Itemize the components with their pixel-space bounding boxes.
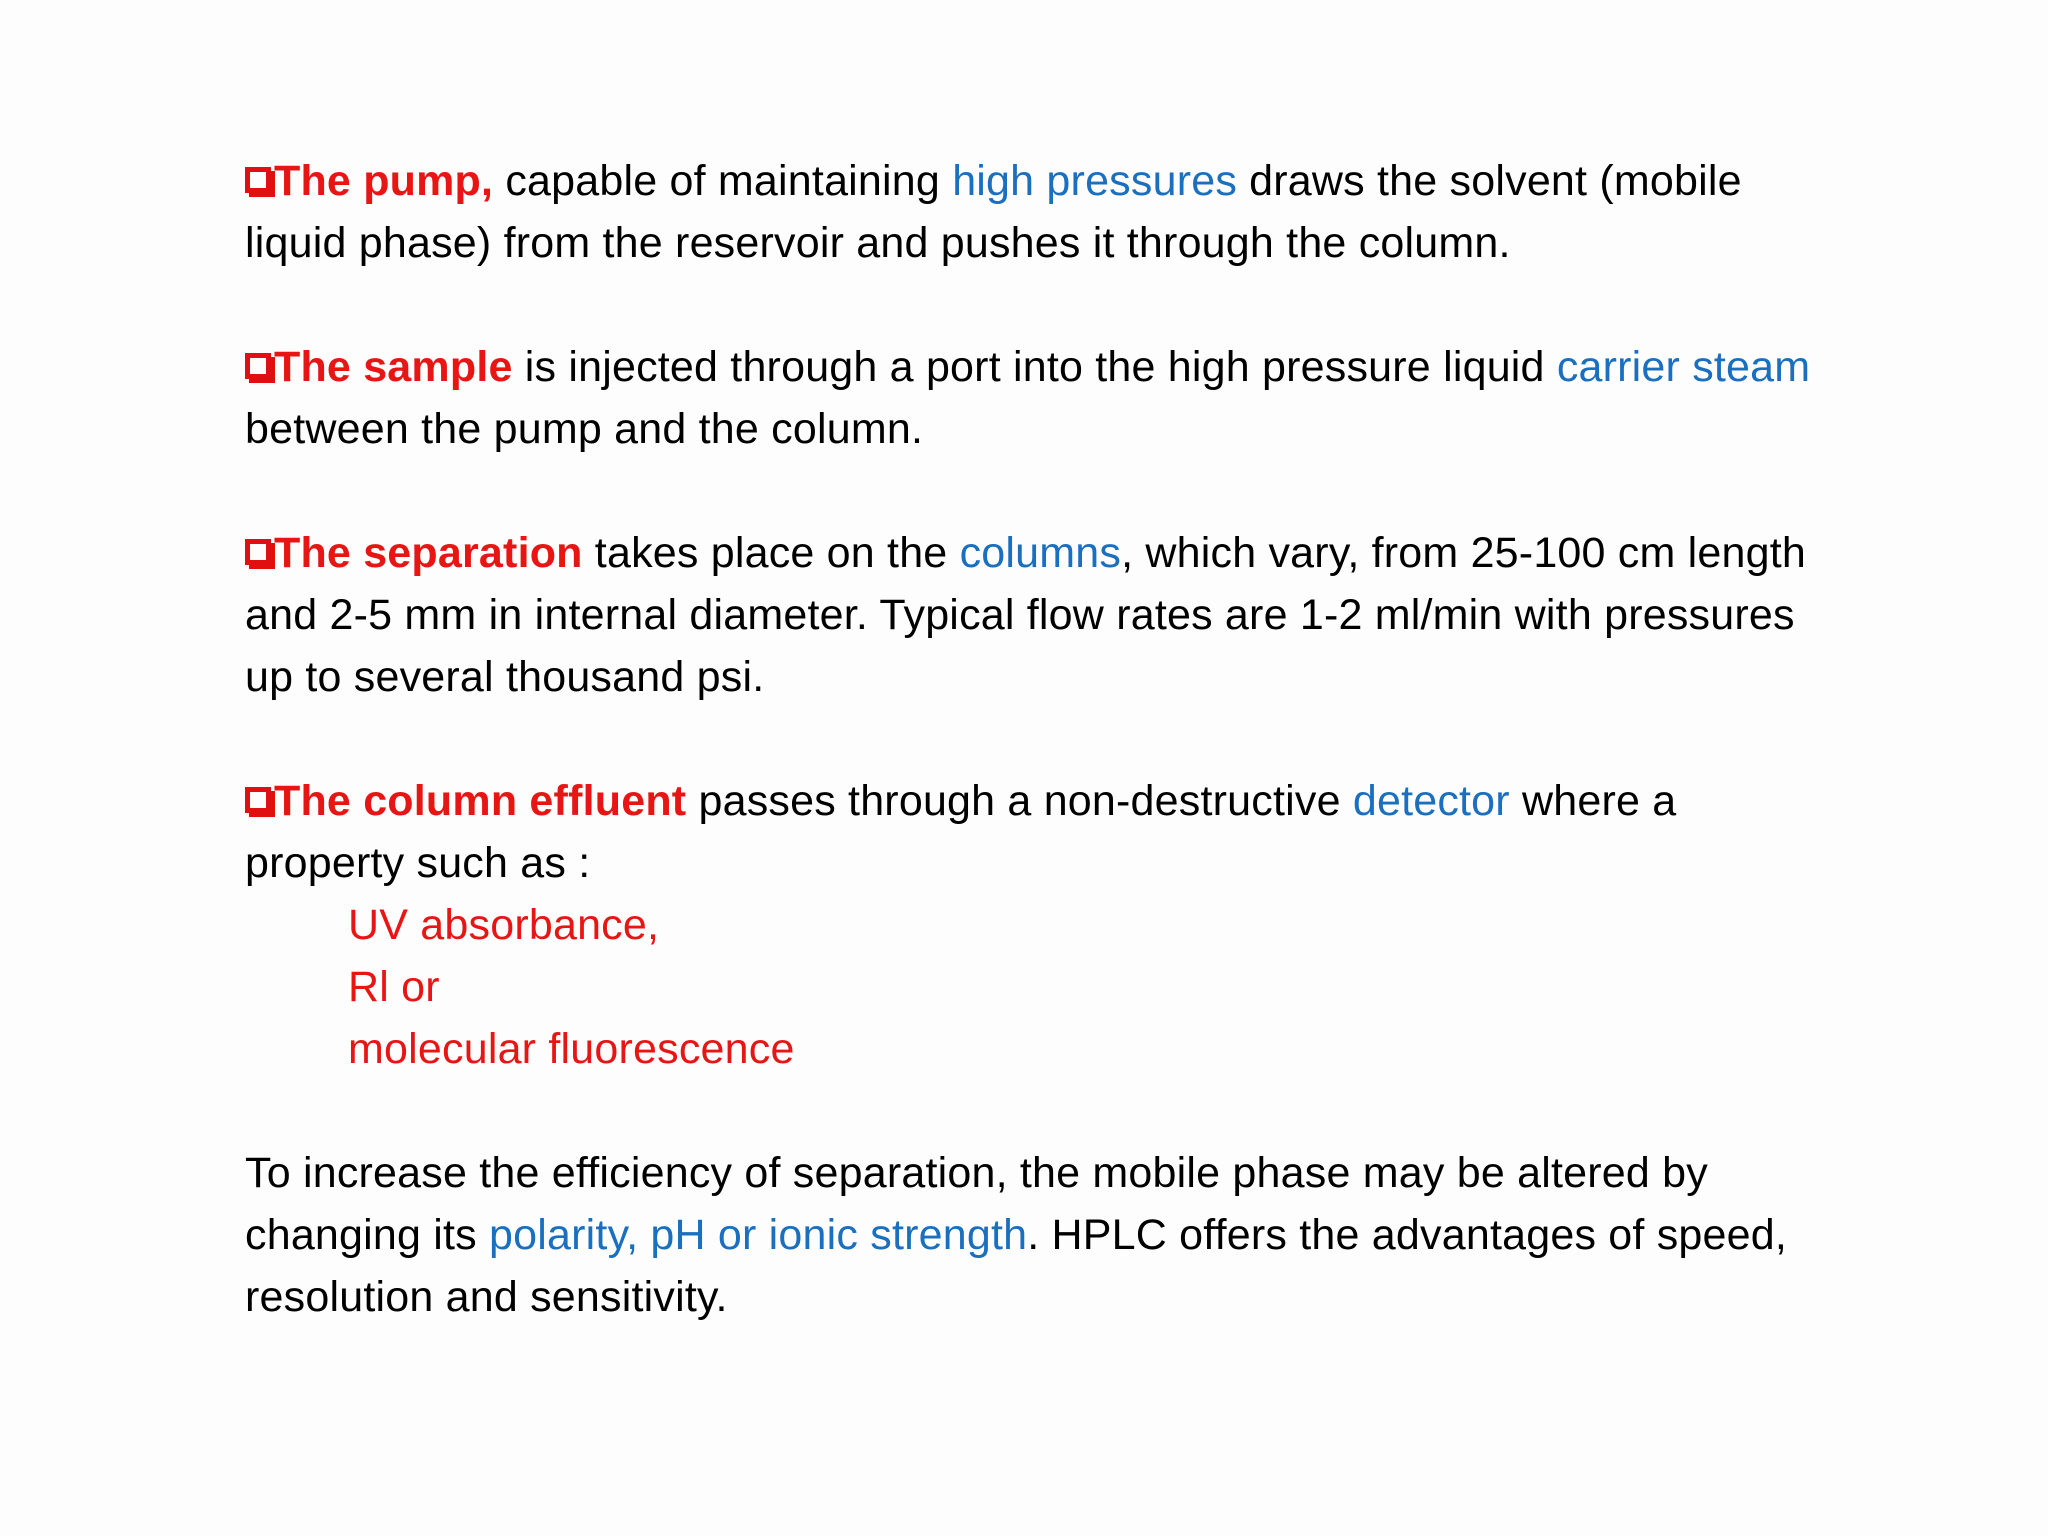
text-segment: capable of maintaining: [493, 157, 953, 205]
text-segment: where a property such as :: [245, 777, 1677, 887]
highlight-detector: detector: [1352, 777, 1510, 825]
text-segment: passes through a non-destructive: [686, 777, 1353, 825]
paragraph-effluent: [245, 770, 1845, 1080]
detector-property-list: [245, 894, 1845, 1080]
lead-pump: The pump,: [274, 157, 494, 205]
property-item-rl: Rl or: [348, 963, 440, 1011]
text-segment: takes place on the: [582, 529, 960, 577]
lead-column-effluent: The column effluent: [274, 777, 687, 825]
checkbox-bullet-icon: [245, 167, 271, 193]
paragraph-efficiency: [245, 1142, 1845, 1328]
slide-content: [245, 150, 1845, 1390]
checkbox-bullet-icon: [245, 787, 271, 813]
paragraph-sample: [245, 336, 1845, 460]
checkbox-bullet-icon: [245, 353, 271, 379]
property-item-uv: UV absorbance,: [348, 901, 660, 949]
paragraph-separation: [245, 522, 1845, 708]
property-item-fluorescence: molecular fluorescence: [348, 1025, 795, 1073]
highlight-high-pressures: high pressures: [952, 157, 1238, 205]
paragraph-pump: [245, 150, 1845, 274]
lead-separation: The separation: [274, 529, 583, 577]
text-segment: , which vary, from 25-100 cm length and 2-5 mm in internal diameter. Typical flow rates are 1-2 ml/min with pressures up to several thousand psi.: [245, 529, 1807, 701]
highlight-polarity-ph-ionic: polarity, pH or ionic strength: [489, 1211, 1028, 1259]
lead-sample: The sample: [274, 343, 513, 391]
highlight-columns: columns: [959, 529, 1122, 577]
effluent-text: [245, 770, 1845, 894]
text-segment: To increase the efficiency of separation, the mobile phase may be altered by changing its: [245, 1149, 1708, 1259]
text-segment: is injected through a port into the high pressure liquid: [512, 343, 1557, 391]
text-segment: draws the solvent (mobile liquid phase) from the reservoir and pushes it through the column.: [245, 157, 1742, 267]
highlight-carrier-steam: carrier steam: [1556, 343, 1811, 391]
checkbox-bullet-icon: [245, 539, 271, 565]
text-segment: between the pump and the column.: [245, 405, 924, 453]
text-segment: . HPLC offers the advantages of speed, resolution and sensitivity.: [245, 1211, 1788, 1321]
